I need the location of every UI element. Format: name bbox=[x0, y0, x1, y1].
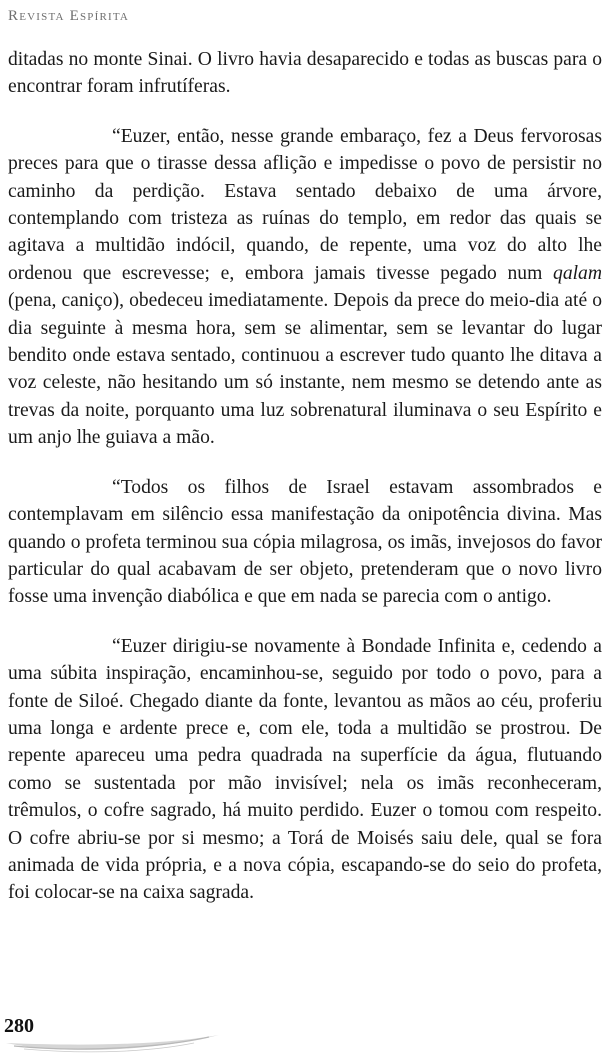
paragraph-2-italic-term: qalam bbox=[553, 262, 602, 284]
paragraph-1: ditadas no monte Sinai. O livro havia desaparecido e todas as buscas para o encontrar foram infrutíferas. bbox=[8, 49, 602, 98]
paragraph-2 bbox=[8, 123, 602, 452]
swoosh-ornament-icon bbox=[4, 1013, 304, 1053]
paragraph-4: “Euzer dirigiu-se novamente à Bondade Infinita e, cedendo a uma súbita inspiração, encaminhou-se, seguido por todo o povo, para a fonte de Siloé. Chegado diante da fonte, levantou as mãos ao céu, proferiu uma longa e ardente prece e, com ele, toda a multidão se prostrou. De repente apareceu uma pedra quadrada na superfície da água, flutuando como se sustentada por mão invisível; nela os imãs reconheceram, trêmulos, o cofre sagrado, há muito perdido. Euzer o tomou com respeito. O cofre abriu-se por si mesmo; a Torá de Moisés saiu dele, qual se fora animada de vida própria, e a nova cópia, escapando-se do seio do profeta, foi colocar-se na caixa sagrada. bbox=[8, 635, 602, 904]
page-footer bbox=[4, 1013, 304, 1053]
page-body bbox=[8, 46, 602, 929]
running-header: Revista Espírita bbox=[8, 8, 130, 24]
paragraph-2-text-b: (pena, caniço), obedeceu imediatamente. Depois da prece do meio-dia até o dia seguinte à mesma hora, sem se alimentar, sem se levantar do lugar bendito onde estava sentado, continuou a escrever tudo quanto lhe ditava a voz celeste, não hesitando um só instante, nem mesmo se detendo ante as trevas da noite, porquanto uma luz sobrenatural iluminava o seu Espírito e um anjo lhe guiava a mão. bbox=[8, 290, 602, 449]
page-number: 280 bbox=[4, 1015, 34, 1037]
paragraph-3: “Todos os filhos de Israel estavam assombrados e contemplavam em silêncio essa manifestação da onipotência divina. Mas quando o profeta terminou sua cópia milagrosa, os imãs, invejosos do favor particular do qual acabavam de ser objeto, pretenderam que o novo livro fosse uma invenção diabólica e que em nada se parecia com o antigo. bbox=[8, 476, 602, 608]
paragraph-2-text-a: “Euzer, então, nesse grande embaraço, fez a Deus fervorosas preces para que o tirasse dessa aflição e impedisse o povo de persistir no caminho da perdição. Estava sentado debaixo de uma árvore, contemplando com tristeza as ruínas do templo, em redor das quais se agitava a multidão indócil, quando, de repente, uma voz do alto lhe ordenou que escrevesse; e, embora jamais tivesse pegado num bbox=[8, 125, 602, 284]
